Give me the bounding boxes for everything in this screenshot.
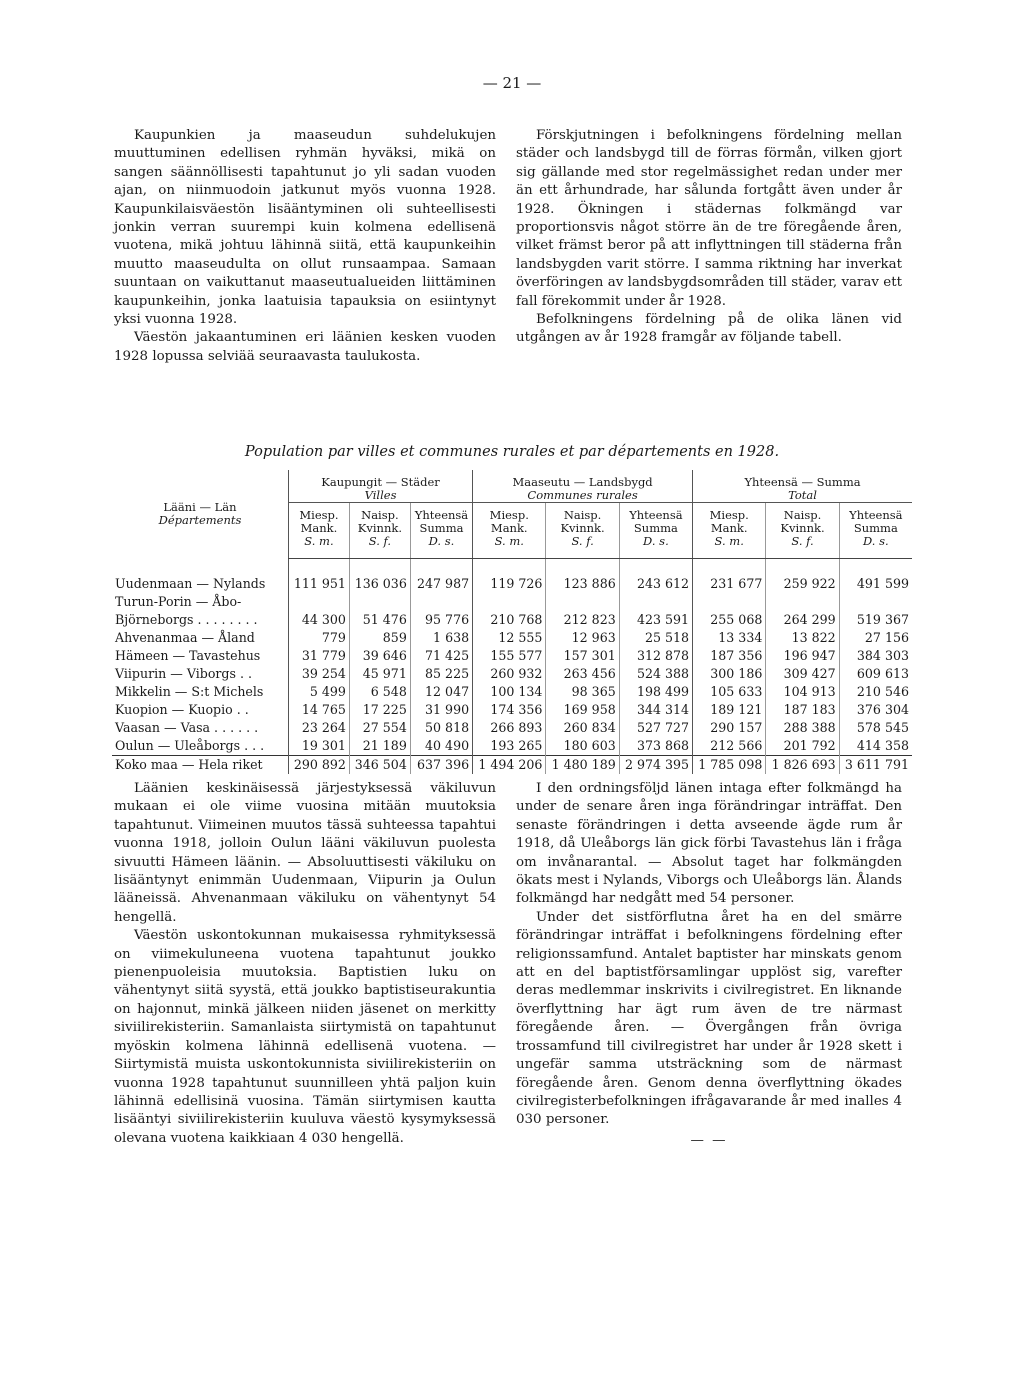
value-cell: 266 893 xyxy=(473,719,546,737)
subheader-women xyxy=(349,503,410,559)
table-row xyxy=(112,647,912,665)
value-cell: 198 499 xyxy=(619,683,692,701)
population-table xyxy=(112,470,912,774)
subheader-sum xyxy=(619,503,692,559)
value-cell: 155 577 xyxy=(473,647,546,665)
value-cell: 309 427 xyxy=(766,665,839,683)
value-cell: 1 638 xyxy=(410,629,472,647)
group-title: Yhteensä — Summa xyxy=(744,475,861,489)
table-row xyxy=(112,665,912,683)
subheader-line: Yhteensä xyxy=(849,508,903,522)
table-row xyxy=(112,701,912,719)
value-cell: 21 189 xyxy=(349,737,410,756)
finnish-county-order-paragraph: Läänien keskinäisessä järjestyksessä väkiluvun mukaan ei ole viime vuosina mitään muutoksia tapahtunut. Viimeinen muutos tässä suhteessa tapahtui vuonna 1918, jolloin Oulun lääni väkiluvun puolesta sivuutti Hämeen läänin. — Absoluuttisesti väkiluku on lisääntynyt enimmän Uudenmaan, Viipurin ja Oulun lääneissä. Ahvenanmaan väkiluku on vähentynyt 54 hengellä. xyxy=(114,781,496,925)
value-cell: 247 987 xyxy=(410,575,472,593)
subheader-line: D. s. xyxy=(643,534,669,548)
department-name-cell: Turun-Porin — Åbo- xyxy=(112,593,289,611)
department-header-label-fr: Départements xyxy=(158,513,242,528)
value-cell: 40 490 xyxy=(410,737,472,756)
table-row xyxy=(112,611,912,629)
end-mark: — — xyxy=(690,1132,728,1148)
value-cell: 263 456 xyxy=(546,665,619,683)
value-cell: 212 566 xyxy=(693,737,766,756)
subheader-line: S. m. xyxy=(714,534,744,548)
subheader-line: Kvinnk. xyxy=(357,521,402,535)
subheader-men xyxy=(289,503,350,559)
subheader-women xyxy=(766,503,839,559)
value-cell: 524 388 xyxy=(619,665,692,683)
value-cell: 193 265 xyxy=(473,737,546,756)
value-cell: 25 518 xyxy=(619,629,692,647)
department-header-label: Lääni — Län xyxy=(163,500,237,515)
department-name-cell: Mikkelin — S:t Michels xyxy=(112,683,289,701)
department-name-cell: Vaasan — Vasa . . . . . . xyxy=(112,719,289,737)
value-cell: 157 301 xyxy=(546,647,619,665)
value-cell xyxy=(349,593,410,611)
group-header-rural xyxy=(473,470,693,503)
value-cell: 300 186 xyxy=(693,665,766,683)
value-cell xyxy=(473,593,546,611)
value-cell: 346 504 xyxy=(349,756,410,775)
value-cell: 376 304 xyxy=(839,701,912,719)
value-cell: 1 826 693 xyxy=(766,756,839,775)
value-cell: 423 591 xyxy=(619,611,692,629)
spacer-cell xyxy=(693,559,766,576)
value-cell: 243 612 xyxy=(619,575,692,593)
table-row xyxy=(112,629,912,647)
value-cell: 27 554 xyxy=(349,719,410,737)
finnish-intro-column xyxy=(114,127,496,366)
value-cell xyxy=(693,593,766,611)
spacer-cell xyxy=(619,559,692,576)
value-cell: 104 913 xyxy=(766,683,839,701)
value-cell xyxy=(839,593,912,611)
subheader-line: S. f. xyxy=(791,534,814,548)
value-cell: 3 611 791 xyxy=(839,756,912,775)
spacer-cell xyxy=(112,559,289,576)
table-body xyxy=(112,559,912,775)
value-cell: 201 792 xyxy=(766,737,839,756)
subheader-men xyxy=(693,503,766,559)
value-cell: 255 068 xyxy=(693,611,766,629)
subheader-sum xyxy=(839,503,912,559)
value-cell: 13 334 xyxy=(693,629,766,647)
spacer-cell xyxy=(410,559,472,576)
spacer-cell xyxy=(546,559,619,576)
department-column-header xyxy=(112,470,289,559)
value-cell: 187 183 xyxy=(766,701,839,719)
subheader-line: S. f. xyxy=(368,534,392,548)
value-cell: 344 314 xyxy=(619,701,692,719)
value-cell: 259 922 xyxy=(766,575,839,593)
value-cell: 100 134 xyxy=(473,683,546,701)
group-title-fr: Villes xyxy=(364,488,397,502)
department-name-cell: Björneborgs . . . . . . . . xyxy=(112,611,289,629)
subheader-men xyxy=(473,503,546,559)
value-cell: 39 254 xyxy=(289,665,350,683)
value-cell xyxy=(546,593,619,611)
value-cell: 17 225 xyxy=(349,701,410,719)
value-cell: 39 646 xyxy=(349,647,410,665)
subheader-line: Kvinnk. xyxy=(560,521,605,535)
subheader-line: Mank. xyxy=(490,521,528,535)
subheader-line: Miesp. xyxy=(299,508,339,522)
swedish-intro-paragraph: Förskjutningen i befolkningens fördelning mellan städer och landsbygd till de förras förmån, vilken gjort sig gällande med stor regelmässighet redan under mer än ett århundrade, har sålunda fortgått även under år 1928. Ökningen i städernas folkmängd var proportionsvis något större än de tre föregående åren, vilket främst beror på att inflyttningen till städerna från landsbygden varit större. I samma riktning har inverkat överföringen av landsbygdsområden till städer, varav ett fall förekommit under år 1928. xyxy=(516,128,902,309)
value-cell: 2 974 395 xyxy=(619,756,692,775)
spacer-cell xyxy=(839,559,912,576)
value-cell: 1 785 098 xyxy=(693,756,766,775)
department-name-cell: Oulun — Uleåborgs . . . xyxy=(112,737,289,756)
value-cell: 527 727 xyxy=(619,719,692,737)
subheader-line: Naisp. xyxy=(783,508,822,522)
value-cell: 23 264 xyxy=(289,719,350,737)
value-cell: 31 779 xyxy=(289,647,350,665)
spacer-cell xyxy=(766,559,839,576)
department-name-cell: Koko maa — Hela riket xyxy=(112,756,289,775)
value-cell: 578 545 xyxy=(839,719,912,737)
table-row xyxy=(112,593,912,611)
department-name-cell: Uudenmaan — Nylands xyxy=(112,575,289,593)
table-row xyxy=(112,683,912,701)
value-cell: 779 xyxy=(289,629,350,647)
value-cell: 12 047 xyxy=(410,683,472,701)
value-cell: 1 494 206 xyxy=(473,756,546,775)
value-cell: 210 546 xyxy=(839,683,912,701)
value-cell: 5 499 xyxy=(289,683,350,701)
swedish-analysis-column xyxy=(516,780,902,1150)
finnish-intro-paragraph: Kaupunkien ja maaseudun suhdelukujen muuttuminen edellisen ryhmän hyväksi, mikä on sangen säännöllisesti tapahtunut jo yli sadan vuoden ajan, on niinmuodoin jatkunut myös vuonna 1928. Kaupunkilaisväestön lisääntyminen oli suhteellisesti jonkin verran suurempi kuin kolmena edellisenä vuotena, mikä johtuu lähinnä siitä, että kaupunkeihin muutto maaseudulta on ollut runsaampaa. Samaan suuntaan on vaikuttanut maaseutualueiden liittäminen kaupunkeihin, jonka laatuisia tapauksia on esiintynyt yksi vuonna 1928. xyxy=(114,128,496,328)
finnish-analysis-column xyxy=(114,780,496,1148)
value-cell: 105 633 xyxy=(693,683,766,701)
spacer-row xyxy=(112,559,912,576)
group-title: Maaseutu — Landsbygd xyxy=(512,475,653,489)
swedish-county-order-paragraph: I den ordningsföljd länen intaga efter folkmängd ha under de senare åren inga förändringar inträffat. Den senaste förändringen i detta avseende ägde rum år 1918, då Uleåborgs län gick förbi Tavastehus län i fråga om invånarantal. — Absolut taget har folkmängden ökats mest i Nylands, Viborgs och Uleåborgs län. Ålands folkmängd har nedgått med 54 personer. xyxy=(516,781,902,907)
value-cell: 95 776 xyxy=(410,611,472,629)
group-title-fr: Communes rurales xyxy=(527,488,638,502)
value-cell: 609 613 xyxy=(839,665,912,683)
department-name-cell: Hämeen — Tavastehus xyxy=(112,647,289,665)
swedish-religion-paragraph: Under det sistförflutna året ha en del smärre förändringar inträffat i befolkningens fördelning efter religionssamfund. Antalet baptister har minskats genom att en del baptistförsamlingar upplöst sig, varefter deras medlemmar inskrivits i civilregistret. En liknande överflyttning har ägt rum även de tre närmast föregående åren. — Övergången från övriga trossamfund till civilregistret har under år 1928 skett i ungefär samma utsträckning som de närmast föregående åren. Genom denna överflyttning ökades civilregisterbefolkningen ifrågavarande år med inalles 4 030 personer. xyxy=(516,909,902,1128)
subheader-line: D. s. xyxy=(428,534,455,548)
table-row xyxy=(112,575,912,593)
value-cell: 123 886 xyxy=(546,575,619,593)
value-cell: 6 548 xyxy=(349,683,410,701)
value-cell: 119 726 xyxy=(473,575,546,593)
subheader-line: Miesp. xyxy=(709,508,749,522)
value-cell: 414 358 xyxy=(839,737,912,756)
value-cell: 288 388 xyxy=(766,719,839,737)
value-cell: 44 300 xyxy=(289,611,350,629)
value-cell: 14 765 xyxy=(289,701,350,719)
value-cell: 373 868 xyxy=(619,737,692,756)
value-cell: 180 603 xyxy=(546,737,619,756)
value-cell: 1 480 189 xyxy=(546,756,619,775)
value-cell: 384 303 xyxy=(839,647,912,665)
value-cell: 212 823 xyxy=(546,611,619,629)
department-name-cell: Ahvenanmaa — Åland xyxy=(112,629,289,647)
subheader-line: S. f. xyxy=(571,534,594,548)
value-cell: 51 476 xyxy=(349,611,410,629)
subheader-line: S. m. xyxy=(304,534,334,548)
value-cell: 210 768 xyxy=(473,611,546,629)
subheader-line: Mank. xyxy=(710,521,748,535)
value-cell: 27 156 xyxy=(839,629,912,647)
subheader-line: Summa xyxy=(633,521,678,535)
department-name-cell: Kuopion — Kuopio . . xyxy=(112,701,289,719)
value-cell: 45 971 xyxy=(349,665,410,683)
subheader-sum xyxy=(410,503,472,559)
value-cell: 637 396 xyxy=(410,756,472,775)
subheader-line: Summa xyxy=(853,521,898,535)
value-cell: 290 892 xyxy=(289,756,350,775)
value-cell: 312 878 xyxy=(619,647,692,665)
value-cell: 98 365 xyxy=(546,683,619,701)
value-cell: 491 599 xyxy=(839,575,912,593)
value-cell: 169 958 xyxy=(546,701,619,719)
group-header-cities xyxy=(289,470,473,503)
value-cell: 196 947 xyxy=(766,647,839,665)
value-cell: 19 301 xyxy=(289,737,350,756)
subheader-line: Summa xyxy=(419,521,464,535)
group-title: Kaupungit — Städer xyxy=(321,475,440,489)
subheader-line: Miesp. xyxy=(489,508,529,522)
subheader-line: Naisp. xyxy=(361,508,399,522)
value-cell: 187 356 xyxy=(693,647,766,665)
department-name-cell: Viipurin — Viborgs . . xyxy=(112,665,289,683)
value-cell: 71 425 xyxy=(410,647,472,665)
finnish-table-reference: Väestön jakaantuminen eri läänien kesken vuoden 1928 lopussa selviää seuraavasta taulukosta. xyxy=(114,330,496,364)
spacer-cell xyxy=(349,559,410,576)
page-number: — 21 — xyxy=(482,74,542,92)
subheader-line: Yhteensä xyxy=(629,508,683,522)
subheader-line: D. s. xyxy=(862,534,889,548)
swedish-intro-column xyxy=(516,127,902,348)
value-cell xyxy=(766,593,839,611)
subheader-line: Naisp. xyxy=(563,508,602,522)
spacer-cell xyxy=(289,559,350,576)
value-cell: 136 036 xyxy=(349,575,410,593)
value-cell: 174 356 xyxy=(473,701,546,719)
value-cell xyxy=(289,593,350,611)
value-cell: 50 818 xyxy=(410,719,472,737)
value-cell: 519 367 xyxy=(839,611,912,629)
table-caption: Population par villes et communes rurales et par départements en 1928. xyxy=(244,444,780,460)
group-title-fr: Total xyxy=(788,488,817,502)
value-cell: 859 xyxy=(349,629,410,647)
value-cell: 260 932 xyxy=(473,665,546,683)
value-cell: 111 951 xyxy=(289,575,350,593)
swedish-table-reference: Befolkningens fördelning på de olika länen vid utgången av år 1928 framgår av följande tabell. xyxy=(516,312,902,346)
value-cell xyxy=(410,593,472,611)
value-cell: 13 822 xyxy=(766,629,839,647)
spacer-cell xyxy=(473,559,546,576)
table-row xyxy=(112,719,912,737)
value-cell: 31 990 xyxy=(410,701,472,719)
value-cell: 12 555 xyxy=(473,629,546,647)
subheader-line: S. m. xyxy=(494,534,524,548)
value-cell: 260 834 xyxy=(546,719,619,737)
group-header-total xyxy=(693,470,912,503)
value-cell: 12 963 xyxy=(546,629,619,647)
total-row xyxy=(112,756,912,775)
subheader-line: Yhteensä xyxy=(414,508,469,522)
value-cell: 290 157 xyxy=(693,719,766,737)
value-cell: 189 121 xyxy=(693,701,766,719)
value-cell xyxy=(619,593,692,611)
value-cell: 231 677 xyxy=(693,575,766,593)
subheader-women xyxy=(546,503,619,559)
subheader-line: Mank. xyxy=(300,521,338,535)
value-cell: 264 299 xyxy=(766,611,839,629)
subheader-line: Kvinnk. xyxy=(780,521,825,535)
table-row xyxy=(112,737,912,756)
value-cell: 85 225 xyxy=(410,665,472,683)
finnish-religion-paragraph: Väestön uskontokunnan mukaisessa ryhmityksessä on viimekuluneena vuotena tapahtunut joukko pienenpuoleisia muutoksia. Baptistien luku on vähentynyt siitä syystä, että joukko baptistiseurakuntia on hajonnut, minkä jälkeen niiden jäsenet on merkitty siviilirekisteriin. Samanlaista siirtymistä on tapahtunut myöskin kolmena lähinnä edellisenä vuotena. — Siirtymistä muista uskontokunnista siviilirekisteriin on vuonna 1928 tapahtunut suunnilleen yhtä paljon kuin lähinnä edellisinä vuosina. Tämän siirtymisen kautta lisääntyi siviilirekisteriin kuuluva väestö kysymyksessä olevana vuotena kaikkiaan 4 030 hengellä. xyxy=(114,928,496,1146)
